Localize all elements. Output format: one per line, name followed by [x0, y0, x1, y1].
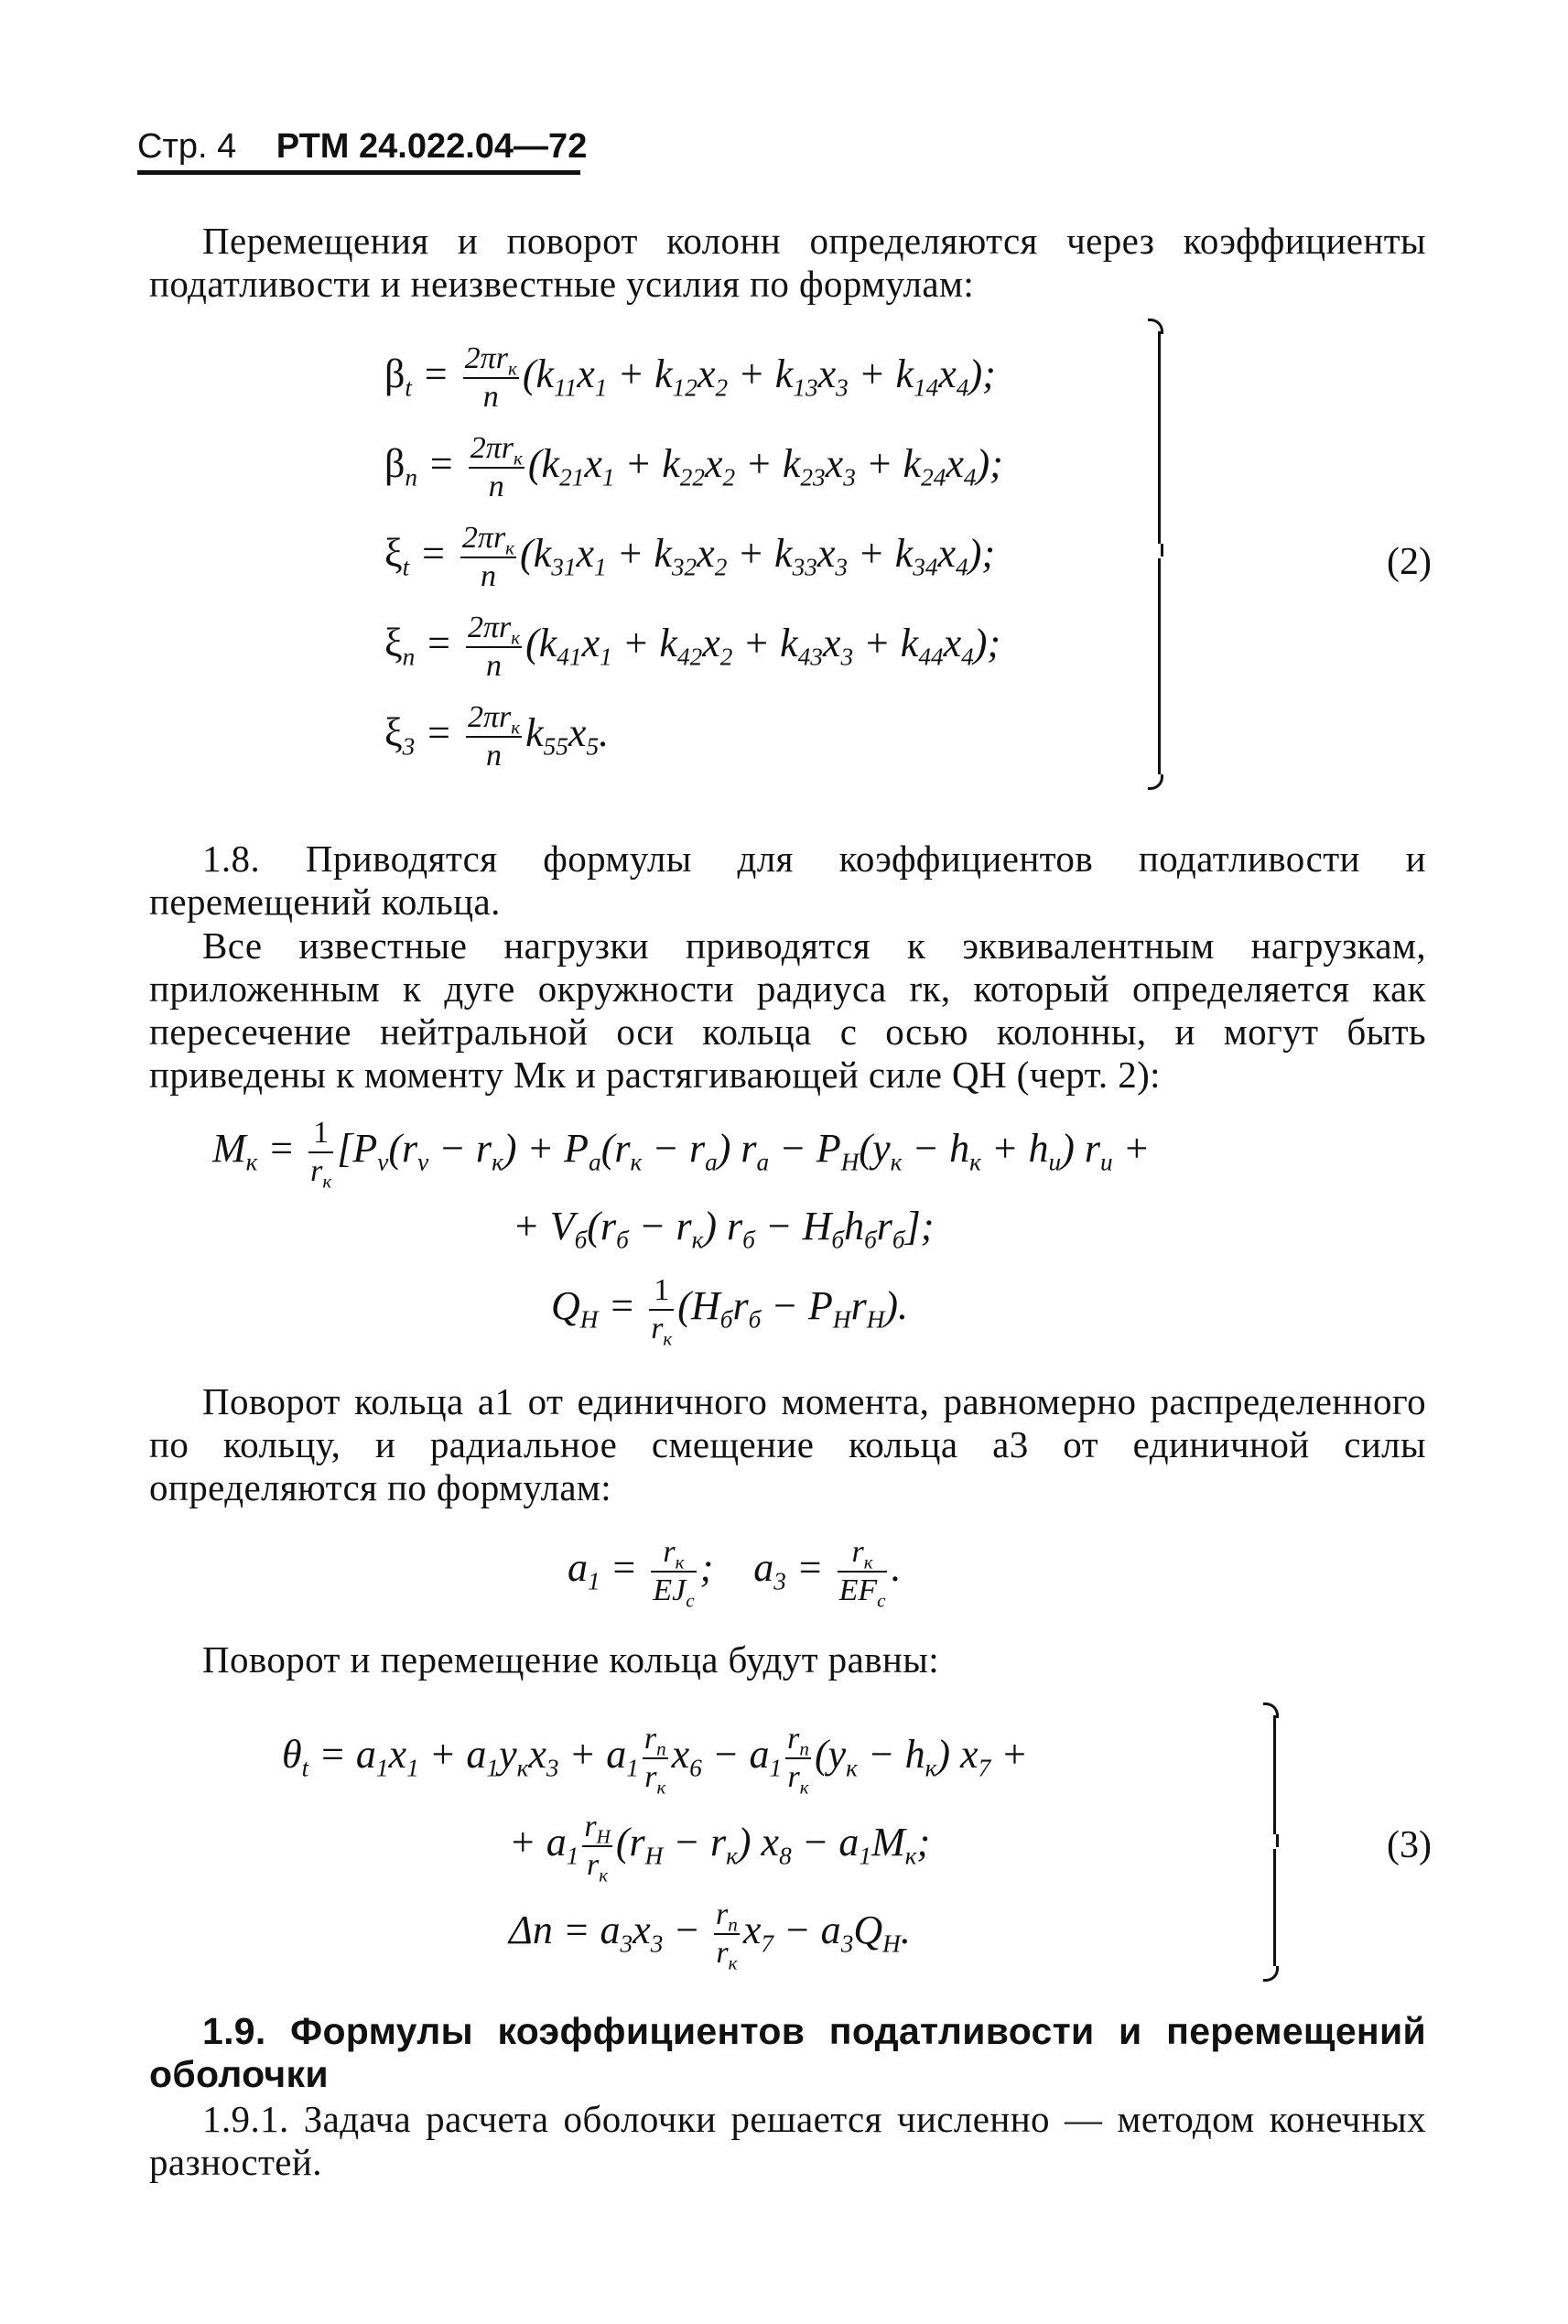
brace3-bottom	[1263, 1966, 1279, 1982]
eq-a1-a3: $a_1$ = $\frac{r_к}{EJ_c}$ ; $a_3$ = $\frac{r_к}{EF_c}$ .	[568, 1535, 902, 1612]
section-1-9-heading: 1.9. Формулы коэффициентов податливости и перемещений оболочки	[149, 2010, 1426, 2095]
section-1-8: 1.8. Приводятся формулы для коэффициентов податливости и перемещений кольца.	[149, 838, 1426, 923]
brace-lower	[1158, 558, 1161, 774]
intro-paragraph: Перемещения и поворот колонн определяются через коэффициенты податливости и неизвестные усилия по формулам:	[149, 220, 1426, 305]
turn-paragraph: Поворот и перемещение кольца будут равны:	[202, 1638, 940, 1681]
equation-number-3: (3)	[1387, 1824, 1432, 1866]
header-rule	[137, 170, 580, 175]
brace-upper	[1158, 331, 1161, 544]
ring-rotation-paragraph: Поворот кольца a1 от единичного момента, равномерно распределенного по кольцу, и радиальное смещение кольца a3 от единичной силы определяются по формулам:	[149, 1380, 1426, 1508]
eq-beta-n: $\beta_n$ = $\frac{2\pi r_к}{n}$ $(k_{21}x_1 + k_{22}x_2 + k_{23}x_3 + k_{24}x_4)$;	[384, 431, 1003, 503]
eq-xi-3: $\xi_3$ = $\frac{2\pi r_к}{n}$ $k_{55}x_5$.	[384, 700, 610, 773]
page-number: Стр. 4	[137, 127, 237, 166]
eq-xi-n: $\xi_n$ = $\frac{2\pi r_к}{n}$ $(k_{41}x_1 + k_{42}x_2 + k_{43}x_3 + k_{44}x_4)$;	[384, 611, 1001, 683]
page-header	[137, 126, 587, 167]
brace3-mid	[1276, 1834, 1288, 1847]
eq-mk-line2: + $V_б(r_б - r_к) r_б - H_бh_бr_б$];	[513, 1204, 935, 1254]
brace3-upper	[1273, 1715, 1276, 1834]
eq-theta-t-cont: + $a_1$ $\frac{r_H}{r_к}$ $(r_H - r_к) x_8 - a_1M_к$;	[509, 1810, 931, 1886]
eq-xi-t: $\xi_t$ = $\frac{2\pi r_к}{n}$ $(k_{31}x_1 + k_{32}x_2 + k_{33}x_3 + k_{34}x_4)$;	[384, 521, 995, 593]
brace3-lower	[1273, 1849, 1276, 1966]
loads-paragraph: Все известные нагрузки приводятся к эквивалентным нагрузкам, приложенным к дуге окружности радиуса rк, который определяется как пересечение нейтральной оси кольца с осью колонны, и могут быть приведены к моменту Mк и растягивающей силе QH (черт. 2):	[149, 924, 1426, 1096]
brace3-top	[1263, 1702, 1279, 1718]
brace-bottom	[1148, 774, 1163, 790]
document-code: РТМ 24.022.04—72	[276, 127, 588, 166]
eq-qh: $Q_H$ = $\frac{1}{r_к}$ $(H_бr_б - P_Hr_H)$.	[551, 1273, 909, 1350]
eq-beta-t: $\beta_t$ = $\frac{2\pi r_к}{n}$ $(k_{11}x_1 + k_{12}x_2 + k_{13}x_3 + k_{14}x_4)$;	[384, 341, 996, 414]
eq-theta-t: $\theta_t = a_1x_1 + a_1y_кx_3 + a_1$ $\frac{r_n}{r_к}$ $x_6 - a_1$ $\frac{r_n}{r_к}$ $(y_к - h_к) x_7$ +	[282, 1722, 1028, 1799]
eq-delta-n: $\Delta n = a_3x_3$ − $\frac{r_n}{r_к}$ $x_7 - a_3Q_H$.	[509, 1897, 911, 1974]
equation-number-2: (2)	[1387, 541, 1432, 583]
brace-top	[1148, 319, 1163, 334]
section-1-9-1: 1.9.1. Задача расчета оболочки решается численно — методом конечных разностей.	[149, 2098, 1426, 2183]
eq-mk-line1: $M_к$ = $\frac{1}{r_к}$ [$P_v(r_v - r_к) + P_a(r_к - r_a) r_a - P_H(y_к - h_к + h_u) r_u$ +	[212, 1116, 1151, 1193]
brace-mid	[1161, 544, 1173, 557]
